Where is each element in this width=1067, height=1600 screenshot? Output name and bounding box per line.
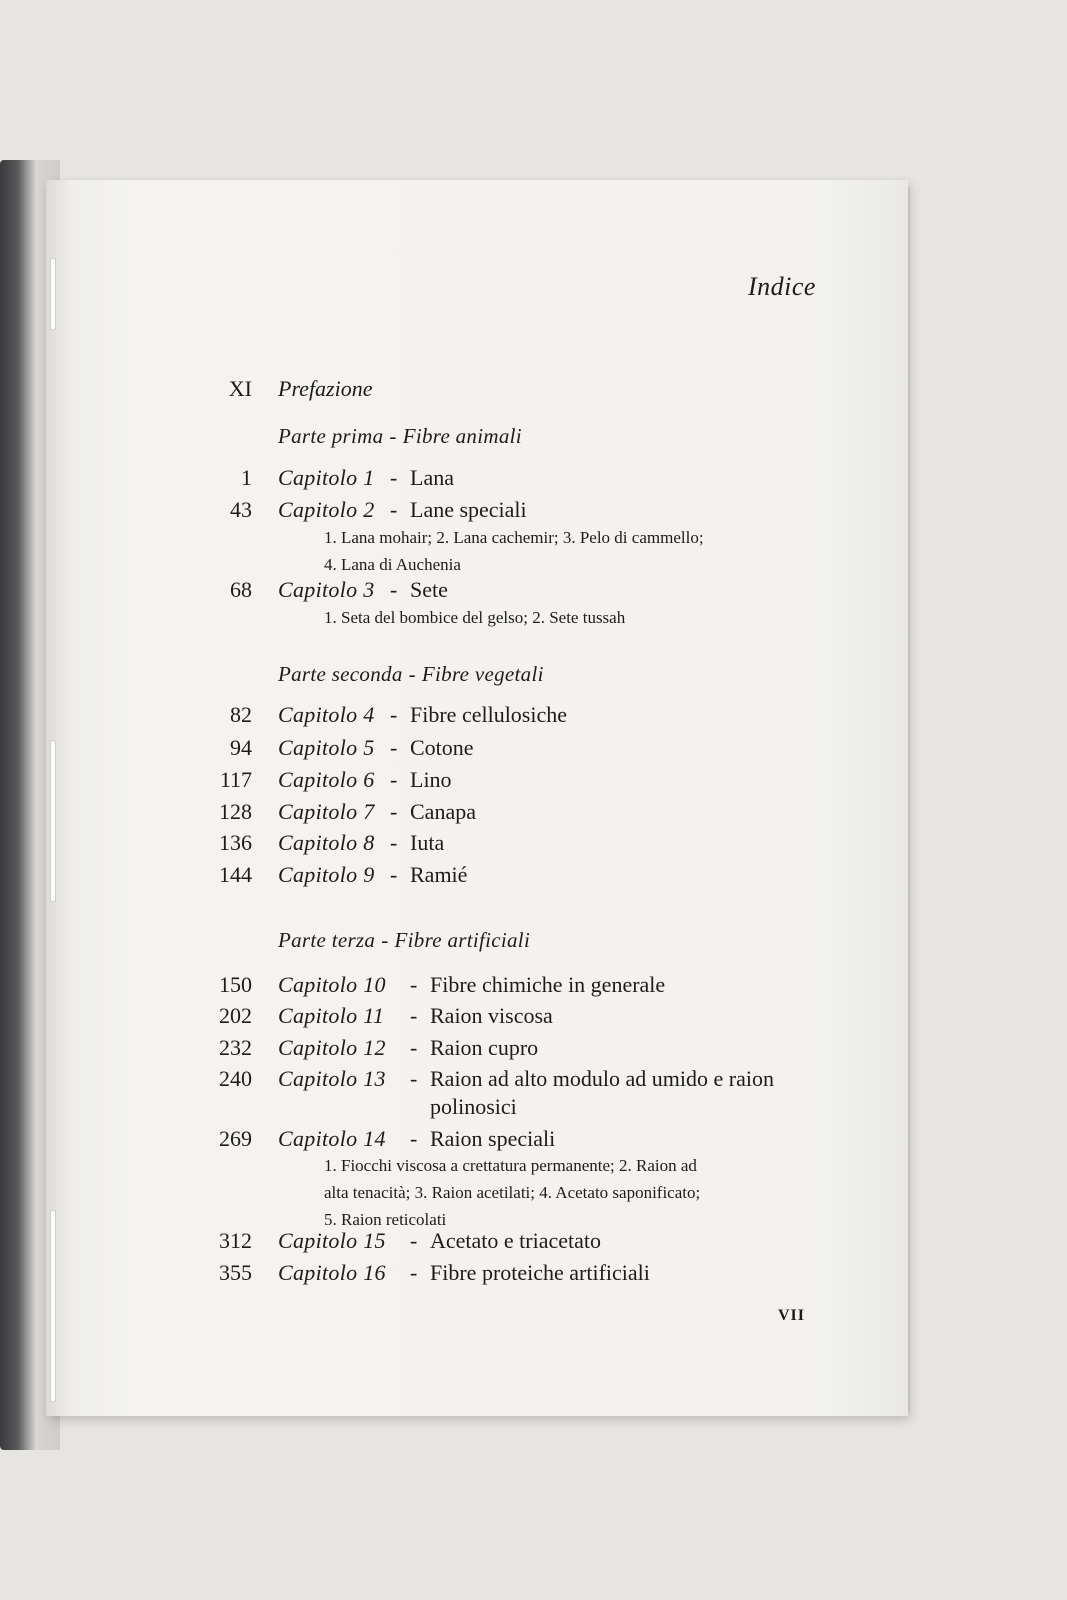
chapter-number: 8 bbox=[363, 830, 375, 855]
chapter-number: 1 bbox=[363, 465, 375, 490]
chapter-label: Capitolo bbox=[278, 799, 358, 824]
entry-chapter bbox=[278, 1126, 386, 1152]
chapter-label: Capitolo bbox=[278, 767, 358, 792]
entry-page: 355 bbox=[219, 1260, 252, 1285]
entry-page: 144 bbox=[219, 862, 252, 887]
chapter-label: Capitolo bbox=[278, 735, 358, 760]
entry-dash: - bbox=[410, 1260, 418, 1285]
entry-dash: - bbox=[390, 862, 398, 887]
entry-dash: - bbox=[410, 1035, 418, 1060]
entry-dash: - bbox=[390, 799, 398, 824]
subsection-line: 5. Raion reticolati bbox=[324, 1210, 447, 1229]
entry-dash: - bbox=[410, 1066, 418, 1091]
entry-title: Canapa bbox=[410, 799, 476, 824]
entry-chapter bbox=[278, 577, 375, 603]
entry-chapter bbox=[278, 830, 375, 856]
page-title: Indice bbox=[748, 272, 816, 301]
chapter-label: Capitolo bbox=[278, 1035, 358, 1060]
entry-page: 136 bbox=[219, 830, 252, 855]
entry-chapter bbox=[278, 1228, 386, 1254]
entry-page: 94 bbox=[230, 735, 252, 760]
chapter-label: Capitolo bbox=[278, 972, 358, 997]
entry-page: 43 bbox=[230, 497, 252, 522]
part-subject: Fibre animali bbox=[402, 424, 522, 448]
preface-label: Prefazione bbox=[278, 376, 373, 401]
chapter-number: 12 bbox=[363, 1035, 386, 1060]
chapter-label: Capitolo bbox=[278, 577, 358, 602]
chapter-number: 11 bbox=[363, 1003, 385, 1028]
entry-title: Sete bbox=[410, 577, 448, 602]
entry-title: Iuta bbox=[410, 830, 445, 855]
preface-page: XI bbox=[228, 376, 252, 401]
part-subject: Fibre vegetali bbox=[421, 662, 544, 686]
chapter-label: Capitolo bbox=[278, 1003, 358, 1028]
entry-dash: - bbox=[410, 1003, 418, 1028]
part-heading: Parte terza - Fibre artificiali bbox=[278, 928, 531, 952]
entry-dash: - bbox=[390, 577, 398, 602]
entry-title: Fibre cellulosiche bbox=[410, 702, 568, 727]
chapter-number: 2 bbox=[363, 497, 375, 522]
entry-title: Fibre chimiche in generale bbox=[430, 972, 666, 997]
part-heading: Parte prima - Fibre animali bbox=[278, 424, 522, 448]
entry-chapter bbox=[278, 799, 375, 825]
subsection-line: 4. Lana di Auchenia bbox=[324, 555, 461, 574]
entry-chapter bbox=[278, 767, 375, 793]
chapter-label: Capitolo bbox=[278, 465, 358, 490]
entry-chapter bbox=[278, 862, 375, 888]
entry-page: 312 bbox=[219, 1228, 252, 1253]
entry-chapter bbox=[278, 1260, 386, 1286]
entry-title: Fibre proteiche artificiali bbox=[430, 1260, 650, 1285]
entry-page: 68 bbox=[230, 577, 252, 602]
entry-subsections bbox=[324, 524, 704, 578]
entry-chapter bbox=[278, 1003, 384, 1029]
entry-dash: - bbox=[390, 735, 398, 760]
entry-title: Lino bbox=[410, 767, 452, 792]
entry-page: 269 bbox=[219, 1126, 252, 1151]
entry-dash: - bbox=[410, 1126, 418, 1151]
entry-dash: - bbox=[390, 767, 398, 792]
entry-page: 202 bbox=[219, 1003, 252, 1028]
part-subject: Fibre artificiali bbox=[394, 928, 531, 952]
entry-title: Ramié bbox=[410, 862, 468, 887]
chapter-label: Capitolo bbox=[278, 830, 358, 855]
entry-page: 117 bbox=[219, 767, 252, 792]
page-number: VII bbox=[778, 1307, 806, 1324]
entry-chapter bbox=[278, 735, 375, 761]
entry-title-continued: polinosici bbox=[430, 1094, 517, 1119]
part-name: Parte seconda bbox=[278, 662, 403, 686]
entry-subsections bbox=[324, 604, 625, 631]
subsection-line: 1. Fiocchi viscosa a crettatura permanente; 2. Raion ad bbox=[324, 1156, 697, 1175]
chapter-label: Capitolo bbox=[278, 702, 358, 727]
entry-page: 1 bbox=[241, 465, 252, 490]
subsection-line: 1. Seta del bombice del gelso; 2. Sete tussah bbox=[324, 608, 626, 627]
entry-chapter bbox=[278, 972, 386, 998]
entry-title: Lana bbox=[410, 465, 454, 490]
entry-chapter bbox=[278, 1035, 386, 1061]
entry-chapter bbox=[278, 497, 375, 523]
chapter-number: 16 bbox=[363, 1260, 386, 1285]
chapter-label: Capitolo bbox=[278, 862, 358, 887]
chapter-number: 6 bbox=[363, 767, 375, 792]
chapter-number: 13 bbox=[363, 1066, 386, 1091]
chapter-label: Capitolo bbox=[278, 1066, 358, 1091]
chapter-number: 7 bbox=[363, 799, 375, 824]
chapter-number: 3 bbox=[363, 577, 375, 602]
subsection-line: alta tenacità; 3. Raion acetilati; 4. Acetato saponificato; bbox=[324, 1183, 701, 1202]
entry-title: Raion ad alto modulo ad umido e raion bbox=[430, 1066, 774, 1091]
entry-subsections bbox=[324, 1152, 700, 1233]
chapter-number: 4 bbox=[363, 702, 375, 727]
chapter-number: 15 bbox=[363, 1228, 386, 1253]
chapter-number: 5 bbox=[363, 735, 375, 760]
subsection-line: 1. Lana mohair; 2. Lana cachemir; 3. Pelo di cammello; bbox=[324, 528, 704, 547]
entry-page: 82 bbox=[230, 702, 252, 727]
entry-chapter bbox=[278, 702, 375, 728]
chapter-number: 14 bbox=[363, 1126, 386, 1151]
chapter-label: Capitolo bbox=[278, 497, 358, 522]
entry-page: 150 bbox=[219, 972, 252, 997]
entry-dash: - bbox=[390, 702, 398, 727]
chapter-label: Capitolo bbox=[278, 1228, 358, 1253]
part-name: Parte terza bbox=[278, 928, 376, 952]
entry-dash: - bbox=[390, 830, 398, 855]
entry-page: 128 bbox=[219, 799, 252, 824]
entry-dash: - bbox=[390, 465, 398, 490]
entry-title: Raion viscosa bbox=[430, 1003, 553, 1028]
entry-chapter bbox=[278, 1066, 386, 1092]
entry-title: Lane speciali bbox=[410, 497, 527, 522]
chapter-number: 10 bbox=[363, 972, 386, 997]
entry-title: Cotone bbox=[410, 735, 474, 760]
part-heading: Parte seconda - Fibre vegetali bbox=[278, 662, 544, 686]
entry-chapter bbox=[278, 465, 375, 491]
entry-page: 240 bbox=[219, 1066, 252, 1091]
entry-dash: - bbox=[410, 972, 418, 997]
chapter-label: Capitolo bbox=[278, 1260, 358, 1285]
entry-dash: - bbox=[410, 1228, 418, 1253]
part-name: Parte prima bbox=[278, 424, 384, 448]
entry-title: Raion cupro bbox=[430, 1035, 539, 1060]
chapter-label: Capitolo bbox=[278, 1126, 358, 1151]
entry-title: Acetato e triacetato bbox=[430, 1228, 602, 1253]
entry-dash: - bbox=[390, 497, 398, 522]
chapter-number: 9 bbox=[363, 862, 375, 887]
entry-page: 232 bbox=[219, 1035, 252, 1060]
entry-title: Raion speciali bbox=[430, 1126, 556, 1151]
